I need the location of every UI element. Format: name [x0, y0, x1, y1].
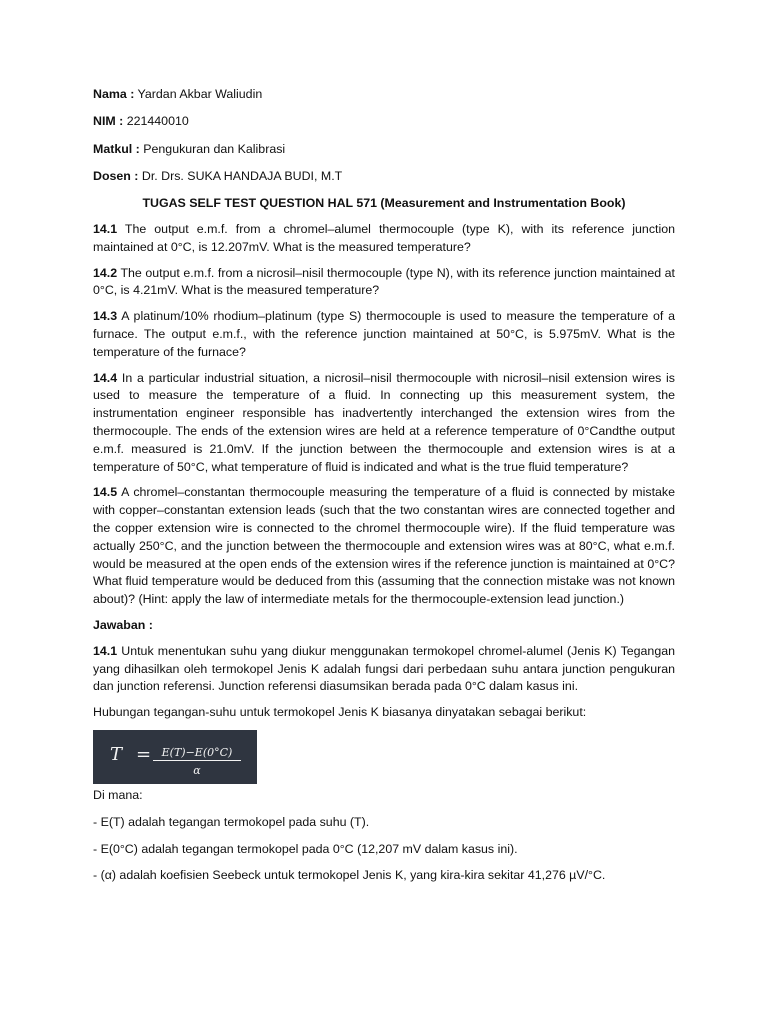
document-page [93, 86, 675, 894]
formula-numerator: E(T)−E(0°C) [161, 745, 233, 759]
formula-fraction-bar [153, 760, 241, 761]
question-text: A platinum/10% rhodium–platinum (type S) thermocouple is used to measure the temperature of a furnace. The output e.m.f., with the reference junction maintained at 50°C, is 5.975mV. What is the temperature of the furnace? [93, 309, 675, 359]
document-title: TUGAS SELF TEST QUESTION HAL 571 (Measurement and Instrumentation Book) [142, 196, 626, 211]
question-text: In a particular industrial situation, a nicrosil–nisil thermocouple with nicrosil–nisil extension wires is used to measure the temperature of a fluid. In connecting up this measurement system, the instrumentation engineer responsible has inadvertently interchanged the extension wires from the thermocouple. The ends of the extension wires are held at a reference temperature of 0°Candthe output e.m.f. measured is 21.0mV. If the junction between the thermocouple and extension wires is at a temperature of 50°C, what temperature of fluid is indicated and what is the true fluid temperature? [93, 370, 675, 474]
question-number: 14.5 [93, 485, 118, 500]
formula-lhs: T [110, 743, 123, 765]
dimana-text: Di mana: [93, 787, 143, 802]
question-number: 14.3 [93, 309, 118, 324]
dosen-label: Dosen : [93, 168, 139, 183]
nim-value: 221440010 [123, 114, 189, 129]
question-14-3 [93, 308, 675, 361]
answer-number: 14.1 [93, 643, 118, 658]
formula-equals: = [136, 743, 152, 765]
nama-value: Yardan Akbar Waliudin [134, 87, 263, 101]
dosen-value: Dr. Drs. SUKA HANDAJA BUDI, M.T [138, 168, 343, 183]
nim-label: NIM : [93, 114, 124, 129]
formula-denominator: α [193, 763, 201, 777]
question-text: The output e.m.f. from a chromel–alumel thermocouple (type K), with its reference junction maintained at 0°C, is 12.207mV. What is the measured temperature? [93, 221, 675, 254]
answer-text: Untuk menentukan suhu yang diukur menggunakan termokopel chromel-alumel (Jenis K) Tegangan yang dihasilkan oleh termokopel Jenis K adalah fungsi dari perbedaan suhu antara junction pengukuran dan junction referensi. Junction referensi diasumsikan berada pada 0°C dalam kasus ini. [93, 643, 675, 694]
formula-image [93, 730, 257, 784]
question-text: A chromel–constantan thermocouple measuring the temperature of a fluid is connected by mistake with copper–constantan extension leads (such that the two constantan wires are connected together and the copper extension wire is connected to the chromel thermocouple wire). If the fluid temperature was actually 250°C, and the junction between the thermocouple and extension wires was at 80°C, what e.m.f. would be measured at the open ends of the extension wires if the reference junction is maintained at 0°C? What fluid temperature would be deduced from this (assuming that the connection mistake was not known about)? (Hint: apply the law of intermediate metals for the thermocouple-extension lead junction.) [93, 485, 675, 607]
relation-text: Hubungan tegangan-suhu untuk termokopel Jenis K biasanya dinyatakan sebagai berikut: [93, 705, 587, 720]
definition-item: - (α) adalah koefisien Seebeck untuk termokopel Jenis K, yang kira-kira sekitar 41,276 µV/°C. [93, 868, 606, 883]
answer-14-1 [93, 643, 675, 696]
matkul-label: Matkul : [93, 141, 140, 156]
question-14-1 [93, 221, 675, 257]
question-14-4 [93, 370, 675, 477]
definition-item: - E(T) adalah tegangan termokopel pada suhu (T). [93, 814, 370, 829]
question-14-5 [93, 484, 675, 609]
nama-line [93, 86, 675, 104]
matkul-value: Pengukuran dan Kalibrasi [139, 141, 286, 156]
dosen-line [93, 168, 675, 186]
nama-label: Nama : [93, 87, 135, 101]
definition-item: - E(0°C) adalah tegangan termokopel pada 0°C (12,207 mV dalam kasus ini). [93, 841, 518, 856]
question-text: The output e.m.f. from a nicrosil–nisil thermocouple (type N), with its reference junction maintained at 0°C, is 4.21mV. What is the measured temperature? [93, 265, 675, 298]
matkul-line [93, 141, 675, 159]
answer-heading: Jawaban : [93, 617, 153, 632]
question-number: 14.4 [93, 370, 118, 385]
question-number: 14.1 [93, 221, 118, 236]
question-14-2 [93, 265, 675, 301]
nim-line [93, 113, 675, 131]
question-number: 14.2 [93, 265, 118, 280]
